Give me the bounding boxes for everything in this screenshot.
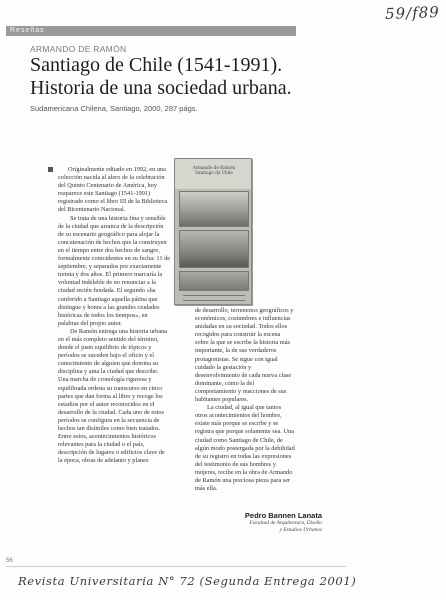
author-name: ARMANDO DE RAMÓN: [30, 44, 127, 54]
review-column-2: [195, 307, 295, 493]
book-cover-photo-1: [179, 191, 249, 227]
reviewer-affiliation-line-1: Facultad de Arquitectura, Diseño: [249, 520, 322, 526]
section-header-bar: [6, 26, 296, 36]
book-title: [30, 54, 430, 100]
paragraph: La ciudad, al igual que tantos otros acontecimientos del hombre, existe más porque se escribe y se registra que porque solamente sea. Una ciudad como Santiago de Chile, de algún modo postergada por la debilidad de su registro en todas las expresiones del testimonio de sus hombres y mujeres, recibe en la obra de Armando de Ramón una preciosa pieza para ser más ella.: [195, 404, 295, 493]
book-cover-text: [179, 165, 249, 175]
handwritten-source-note: Revista Universitaria N° 72 (Segunda Entrega 2001): [18, 574, 357, 588]
book-title-line-2: Historia de una sociedad urbana.: [30, 77, 292, 99]
paragraph: de desarrollo, terremotos geográficos y económicos, costumbres e influencias anidadas en su sociedad. Todos ellos recogidos para construir la escena sobre la que se escribe la historia más importante, la de sus verdaderos protagonistas. Se sigue con igual cuidado la gestación y desenvolvimiento de cada nueva clase dominante, como la del comportamiento y reacciones de sus habitantes populares.: [195, 307, 294, 404]
review-column-1: [58, 166, 170, 465]
paragraph: Se trata de una historia fina y sensible de la ciudad que arranca de la descripción de su escenario geográfico para alojar la concatenación de hechos que la construyen en el tiempo entre dos hechos de sangre, formalmente coincidentes en su fecha: 11 de septiembre, y separados por exactamente treinta y dos años. El primero marcaría la voluntad indeleble de no renunciar a la ciudad recién fundada. El segundo «ha conferido a Santiago aquella pátina que distingue y honra a las grandes ciudades históricas de todos los tiempos», en palabras del propio autor.: [58, 214, 171, 327]
book-cover-author: Armando de Ramón: [192, 165, 236, 170]
reviewer-signature: [222, 511, 322, 533]
paragraph: Originalmente editado en 1992, en una colección nacida al alero de la celebración del Quinto Centenario de América, hoy reaparece este Santiago (1541-1991) registrado como el libro III de la Biblioteca del Bicentenario Nacional.: [58, 166, 168, 214]
page-number: 56: [6, 558, 13, 564]
handwritten-archive-reference: 59/f89: [384, 3, 441, 23]
book-title-line-1: Santiago de Chile (1541-1991).: [30, 54, 283, 76]
section-label: Reseñas: [10, 27, 45, 34]
book-cover-footer-lines: [183, 295, 245, 301]
paragraph-bullet: [48, 167, 53, 172]
reviewer-name: Pedro Bannen Lanata: [244, 511, 322, 520]
book-cover-title: Santiago de Chile: [195, 170, 233, 175]
publication-info: Sudamericana Chilena, Santiago, 2000, 287 págs.: [30, 104, 198, 113]
book-cover-image: [174, 158, 252, 305]
book-cover-photo-3: [179, 271, 249, 291]
reviewer-affiliation-line-2: y Estudios Urbanos: [279, 526, 322, 533]
paragraph: De Ramón entrega una historia urbana en el más completo sentido del término, donde el justo equilibrio de tópicos y períodos se suceden bajo el oficio y el conocimiento de alguien que domina su disciplina y ama la ciudad que describe. Una marcha de cronología rigurosa y equilibrada ordena su transcurso en cinco partes que dan forma al libro y recoge los estadios por el autor reconocidos en el desarrollo de la ciudad. Cada uno de estos períodos se configura en la secuencia de hechos tan disímiles como bien tratados. Entre estos, acontecimientos históricos relevantes para la ciudad o el país, descripción de lugares o edificios clave de la época, obras de adelanto y planes: [58, 327, 168, 465]
footer-divider: [6, 566, 346, 567]
book-cover-photo-2: [179, 230, 249, 268]
